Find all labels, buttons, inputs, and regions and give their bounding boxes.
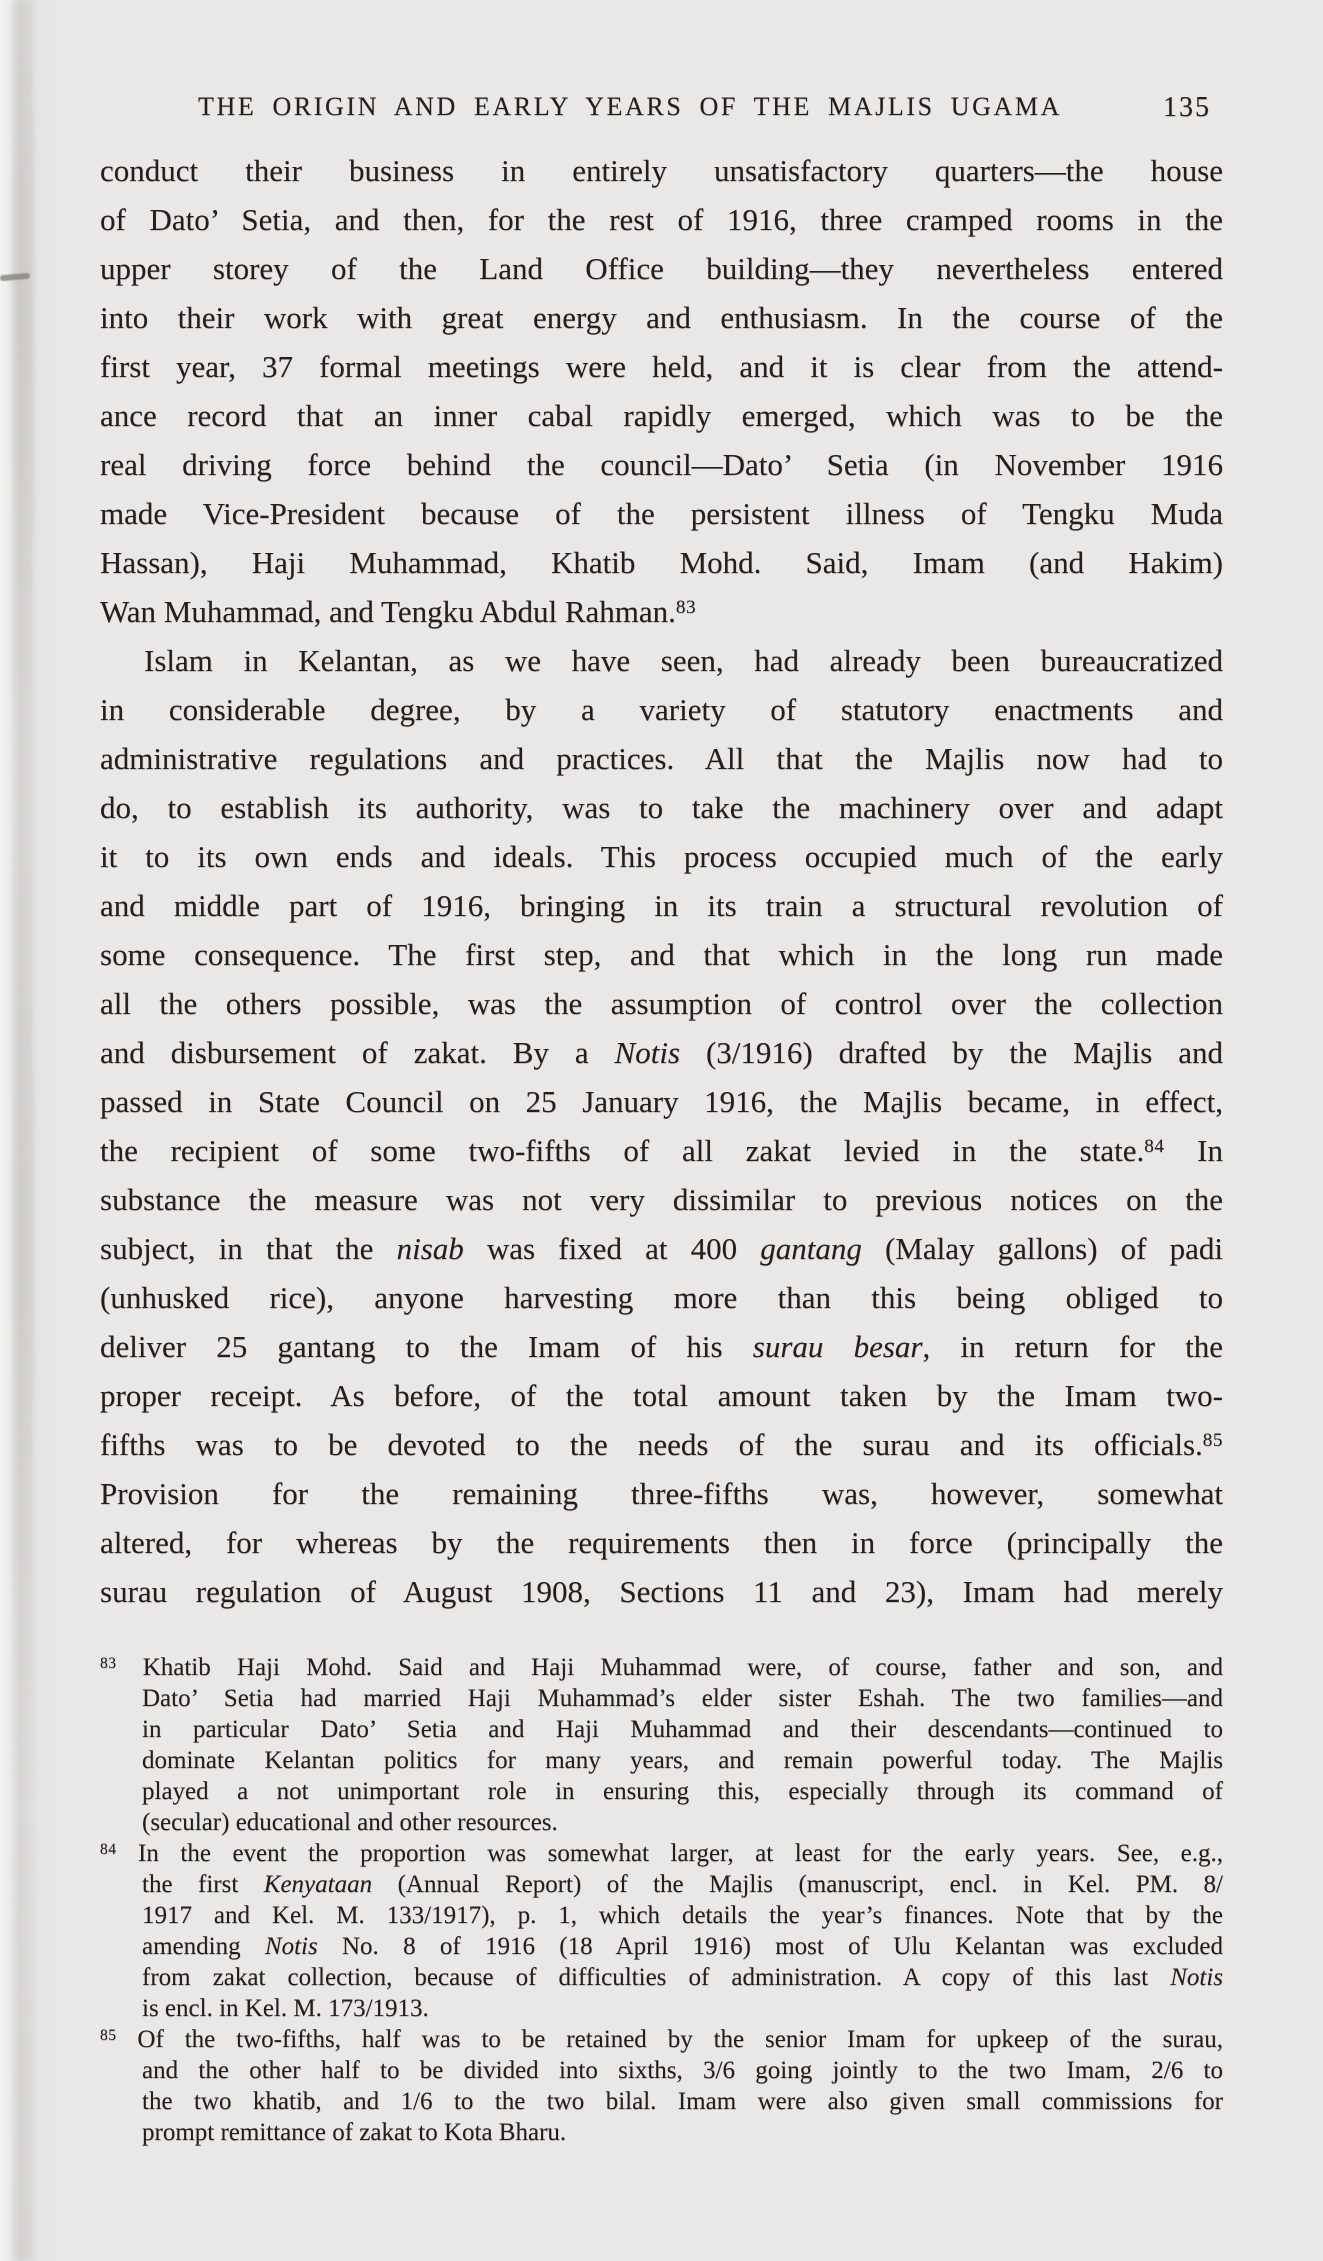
body-line: fifths was to be devoted to the needs of the surau and its officials.$^{85}$ <box>100 1427 1223 1462</box>
italic-text: Notis <box>614 1035 681 1070</box>
body-line: into their work with great energy and enthusiasm. In the course of the <box>100 300 1223 335</box>
footnote-line: Dato’ Setia had married Haji Muhammad’s elder sister Eshah. The two families—and <box>142 1685 1223 1712</box>
italic-text: nisab <box>396 1231 464 1266</box>
page-spine-crease <box>12 0 34 2261</box>
body-line: deliver 25 gantang to the Imam of his surau besar, in return for the <box>100 1329 1224 1364</box>
italic-text: Notis <box>264 1933 318 1960</box>
footnote-line: from zakat collection, because of difficulties of administration. A copy of this last Notis <box>142 1964 1223 1991</box>
footnote-line: amending Notis No. 8 of 1916 (18 April 1916) most of Ulu Kelantan was excluded <box>142 1933 1223 1960</box>
footnote <box>100 1838 1223 2024</box>
footnote-number: 85 <box>100 2027 117 2045</box>
body-line: Hassan), Haji Muhammad, Khatib Mohd. Said, Imam (and Hakim) <box>100 545 1223 580</box>
footnote-ref: 83 <box>675 597 697 619</box>
body-line: conduct their business in entirely unsatisfactory quarters—the house <box>100 153 1223 188</box>
body-line: ance record that an inner cabal rapidly emerged, which was to be the <box>100 398 1223 433</box>
footnote-line: $^{85}$ Of the two-fifths, half was to be retained by the senior Imam for upkeep of the surau, <box>100 2026 1223 2053</box>
body-line: some consequence. The first step, and that which in the long run made <box>100 937 1223 972</box>
body-line: it to its own ends and ideals. This process occupied much of the early <box>100 839 1223 874</box>
body-line: all the others possible, was the assumption of control over the collection <box>100 986 1223 1021</box>
footnote-ref: 85 <box>1202 1430 1223 1452</box>
footnote-ref: 84 <box>1144 1136 1165 1158</box>
footnote-line: $^{83}$ Khatib Haji Mohd. Said and Haji Muhammad were, of course, father and son, and <box>100 1654 1223 1681</box>
body-line: first year, 37 formal meetings were held, and it is clear from the attend- <box>100 349 1223 384</box>
footnote-line: $^{84}$ In the event the proportion was somewhat larger, at least for the early years. See, e.g., <box>100 1840 1224 1867</box>
body-line: Provision for the remaining three-fifths was, however, somewhat <box>100 1476 1223 1511</box>
footnote <box>100 1652 1223 1838</box>
footnote-line: and the other half to be divided into sixths, 3/6 going jointly to the two Imam, 2/6 to <box>142 2057 1223 2084</box>
footnote-line: (secular) educational and other resources. <box>142 1809 558 1836</box>
body-line: and disbursement of zakat. By a Notis (3/1916) drafted by the Majlis and <box>100 1035 1223 1070</box>
footnotes <box>100 1652 1223 2148</box>
body-line: in considerable degree, by a variety of statutory enactments and <box>100 692 1223 727</box>
body-line: surau regulation of August 1908, Sections 11 and 23), Imam had merely <box>100 1574 1223 1609</box>
footnote <box>100 2024 1223 2148</box>
body-line: and middle part of 1916, bringing in its train a structural revolution of <box>100 888 1223 923</box>
footnote-line: is encl. in Kel. M. 173/1913. <box>142 1995 429 2022</box>
italic-text: gantang <box>760 1231 862 1266</box>
footnote-line: the two khatib, and 1/6 to the two bilal. Imam were also given small commissions for <box>142 2088 1223 2115</box>
italic-text: surau besar <box>752 1329 923 1364</box>
body-text <box>100 146 1223 1616</box>
body-line: subject, in that the nisab was fixed at 400 gantang (Malay gallons) of padi <box>100 1231 1223 1266</box>
body-line: substance the measure was not very dissimilar to previous notices on the <box>100 1182 1223 1217</box>
italic-text: Notis <box>1170 1964 1223 1991</box>
body-line: (unhusked rice), anyone harvesting more than this being obliged to <box>100 1280 1223 1315</box>
footnote-number: 84 <box>100 1841 117 1859</box>
body-line: of Dato’ Setia, and then, for the rest of 1916, three cramped rooms in the <box>100 202 1223 237</box>
body-line: proper receipt. As before, of the total amount taken by the Imam two- <box>100 1378 1223 1413</box>
body-line: altered, for whereas by the requirements then in force (principally the <box>100 1525 1223 1560</box>
footnote-line: in particular Dato’ Setia and Haji Muhammad and their descendants—continued to <box>142 1716 1223 1743</box>
page-number: 135 <box>1163 92 1211 123</box>
body-line: passed in State Council on 25 January 1916, the Majlis became, in effect, <box>100 1084 1223 1119</box>
body-line: administrative regulations and practices. All that the Majlis now had to <box>100 741 1223 776</box>
body-line: Islam in Kelantan, as we have seen, had already been bureaucratized <box>144 643 1223 678</box>
body-line: made Vice-President because of the persistent illness of Tengku Muda <box>100 496 1223 531</box>
footnote-line: the first Kenyataan (Annual Report) of the Majlis (manuscript, encl. in Kel. PM. 8/ <box>142 1871 1223 1898</box>
footnote-line: played a not unimportant role in ensuring this, especially through its command of <box>142 1778 1223 1805</box>
body-line: upper storey of the Land Office building—they nevertheless entered <box>100 251 1223 286</box>
footnote-number: 83 <box>100 1655 117 1673</box>
footnote-line: 1917 and Kel. M. 133/1917), p. 1, which details the year’s finances. Note that by the <box>142 1902 1223 1929</box>
body-line: the recipient of some two-fifths of all zakat levied in the state.$^{84}$ In <box>100 1133 1223 1168</box>
running-header: THE ORIGIN AND EARLY YEARS OF THE MAJLIS UGAMA <box>198 92 1062 121</box>
body-line: real driving force behind the council—Dato’ Setia (in November 1916 <box>100 447 1223 482</box>
footnote-line: dominate Kelantan politics for many years, and remain powerful today. The Majlis <box>142 1747 1223 1774</box>
italic-text: Kenyataan <box>263 1871 373 1898</box>
footnote-line: prompt remittance of zakat to Kota Bharu. <box>142 2119 567 2146</box>
body-line: do, to establish its authority, was to take the machinery over and adapt <box>100 790 1223 825</box>
body-line: Wan Muhammad, and Tengku Abdul Rahman.$^{83}$ <box>100 594 697 629</box>
